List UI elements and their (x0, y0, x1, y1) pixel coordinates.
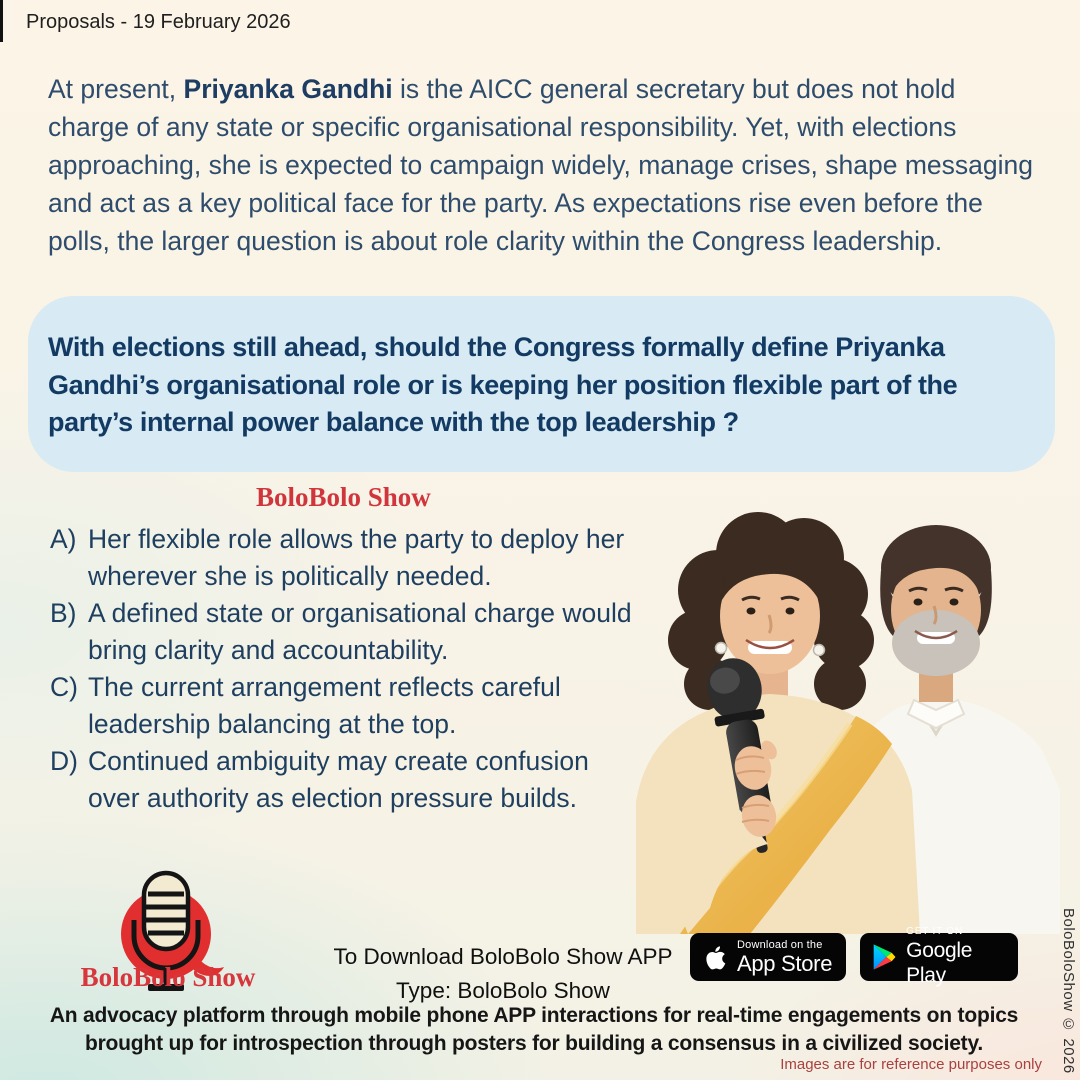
download-line1: To Download BoloBolo Show APP (333, 944, 673, 969)
intro-pre: At present, (48, 74, 184, 104)
question-box (28, 296, 1055, 472)
option-text: The current arrangement reflects careful leadership balancing at the top. (88, 672, 561, 739)
options-list (50, 521, 710, 817)
gplay-tagline: GET IT ON (906, 926, 963, 937)
question-line: Gandhi’s organisational role or is keeping her position flexible part of the (48, 369, 958, 400)
question-line: party’s internal power balance with the top leadership ? (48, 407, 739, 437)
option-a (50, 521, 710, 595)
option-label: B) (50, 598, 77, 628)
show-title: BoloBolo Show (256, 482, 431, 512)
edge-mark (0, 0, 3, 42)
copyright-notice: BoloBoloShow © 2026 (1060, 908, 1077, 1074)
option-label: D) (50, 746, 78, 776)
option-d (50, 743, 710, 817)
app-store-badge[interactable] (690, 933, 846, 981)
option-text: A defined state or organisational charge would bring clarity and accountability. (88, 598, 632, 665)
google-play-icon (872, 941, 897, 973)
google-play-badge[interactable] (860, 926, 1018, 987)
intro-post: is the AICC general secretary but does not hold charge of any state or specific organisational responsibility. Yet, with elections approaching, she is expected to campaign widely, manage crises, shape messaging and act as a key political face for the party. As expectations rise even before the polls, the larger question is about role clarity within the Congress leadership. (48, 74, 1033, 256)
page-title: Proposals - 19 February 2026 (26, 11, 291, 33)
option-label: A) (50, 524, 77, 554)
option-text: Continued ambiguity may create confusion over authority as election pressure builds. (88, 746, 589, 813)
question-line: With elections still ahead, should the Congress formally define Priyanka (48, 332, 945, 362)
appstore-name: App Store (737, 950, 833, 976)
logo-wordmark: BoloBolo Show (80, 962, 256, 992)
option-label: C) (50, 672, 78, 702)
intro-paragraph (48, 70, 1033, 260)
appstore-tagline: Download on the (737, 938, 823, 951)
platform-description (20, 1002, 1048, 1058)
option-text: Her flexible role allows the party to deploy her wherever she is politically needed. (88, 524, 625, 591)
option-b (50, 595, 710, 669)
platform-description-line2: brought up for introspection through posters for building a consensus in a civilized society. (84, 1032, 984, 1055)
apple-icon (702, 942, 728, 972)
image-disclaimer: Images are for reference purposes only (780, 1056, 1042, 1073)
option-c (50, 669, 710, 743)
intro-name-highlight: Priyanka Gandhi (183, 74, 393, 104)
leaders-photo (618, 498, 1060, 934)
gplay-name: Google Play (906, 939, 973, 987)
download-line2: Type: BoloBolo Show (396, 978, 610, 1003)
download-instructions (318, 940, 688, 1008)
platform-description-line1: An advocacy platform through mobile phone APP interactions for real-time engagements on topics (49, 1004, 1019, 1027)
